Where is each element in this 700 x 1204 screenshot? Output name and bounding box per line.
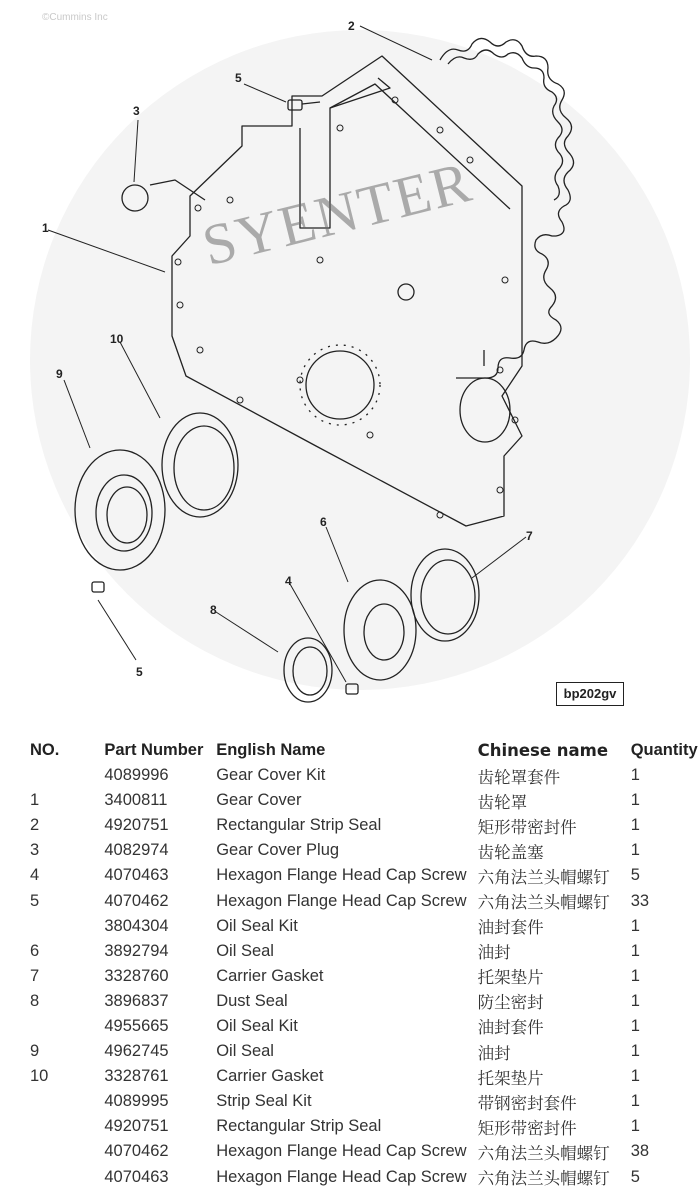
table-row <box>0 1014 700 1039</box>
cell-part-number: 4920751 <box>104 1117 169 1136</box>
cell-chinese-name: 齿轮盖塞 <box>477 842 544 862</box>
table-row <box>0 989 700 1014</box>
table-row <box>0 1089 700 1114</box>
cell-quantity: 1 <box>630 791 640 810</box>
cell-english-name: Oil Seal Kit <box>216 1016 298 1035</box>
callout-6: 6 <box>320 515 327 529</box>
table-row <box>0 939 700 964</box>
cell-no <box>0 1139 104 1164</box>
cell-quantity: 1 <box>630 1117 640 1136</box>
cell-quantity: 5 <box>630 866 640 885</box>
cell-english-name: Gear Cover <box>216 791 302 810</box>
cell-chinese-name: 带钢密封套件 <box>477 1093 577 1113</box>
callout-9: 9 <box>56 367 63 381</box>
table-row <box>0 788 700 813</box>
cell-english-name: Dust Seal <box>216 991 288 1010</box>
cell-part-number: 3328761 <box>104 1067 169 1086</box>
callout-1: 1 <box>42 221 49 235</box>
cell-part-number: 4089996 <box>104 766 169 785</box>
header-quantity: Quantity <box>630 740 698 759</box>
cell-part-number: 4082974 <box>104 841 169 860</box>
cell-quantity: 1 <box>630 916 640 935</box>
cell-no: 1 <box>30 791 40 810</box>
cell-no <box>0 914 104 939</box>
watermark-text: SYENTER <box>196 148 479 279</box>
cell-chinese-name: 矩形带密封件 <box>477 1118 577 1138</box>
cell-no <box>0 1089 104 1114</box>
table-row <box>0 813 700 838</box>
table-row <box>0 914 700 939</box>
cell-no <box>0 1165 104 1190</box>
cell-quantity: 1 <box>630 991 640 1010</box>
cell-chinese-name: 油封 <box>477 1043 511 1063</box>
cell-quantity: 33 <box>630 891 650 910</box>
cell-part-number: 4920751 <box>104 816 169 835</box>
cell-english-name: Oil Seal <box>216 1042 274 1061</box>
parts-table-body <box>0 763 700 1190</box>
cell-quantity: 1 <box>630 1042 640 1061</box>
table-row <box>0 1165 700 1190</box>
header-part-number: Part Number <box>104 740 204 759</box>
cell-no: 5 <box>30 891 40 910</box>
cell-quantity: 1 <box>630 1092 640 1111</box>
cell-english-name: Carrier Gasket <box>216 966 324 985</box>
cell-chinese-name: 齿轮罩套件 <box>477 767 561 787</box>
header-english-name: English Name <box>216 740 326 759</box>
callout-2: 2 <box>348 19 355 33</box>
header-no: NO. <box>30 740 60 759</box>
cell-english-name: Hexagon Flange Head Cap Screw <box>216 891 467 910</box>
callout-4: 4 <box>285 574 292 588</box>
table-row <box>0 1114 700 1139</box>
cell-no: 9 <box>30 1042 40 1061</box>
header-chinese-name: Chinese name <box>477 740 609 760</box>
cell-part-number: 4070463 <box>104 866 169 885</box>
table-row <box>0 1039 700 1064</box>
cell-quantity: 38 <box>630 1142 650 1161</box>
table-header-row <box>0 737 700 763</box>
cell-english-name: Strip Seal Kit <box>216 1092 312 1111</box>
cell-quantity: 1 <box>630 1067 640 1086</box>
cell-quantity: 5 <box>630 1167 640 1186</box>
cell-english-name: Rectangular Strip Seal <box>216 1117 382 1136</box>
cell-part-number: 4955665 <box>104 1016 169 1035</box>
callout-7: 7 <box>526 529 533 543</box>
table-row <box>0 838 700 863</box>
cell-no: 3 <box>30 841 40 860</box>
cell-no: 10 <box>30 1067 49 1086</box>
cell-no: 7 <box>30 966 40 985</box>
cell-english-name: Hexagon Flange Head Cap Screw <box>216 1167 467 1186</box>
cell-chinese-name: 六角法兰头帽螺钉 <box>477 893 610 913</box>
cell-part-number: 4070462 <box>104 1142 169 1161</box>
table-row <box>0 1064 700 1089</box>
cell-part-number: 3896837 <box>104 991 169 1010</box>
cell-no <box>0 1114 104 1139</box>
cell-quantity: 1 <box>630 966 640 985</box>
cell-no <box>0 1014 104 1039</box>
cell-chinese-name: 油封 <box>477 943 511 963</box>
table-row <box>0 863 700 888</box>
callout-8: 8 <box>210 603 217 617</box>
cell-chinese-name: 齿轮罩 <box>477 792 528 812</box>
cell-chinese-name: 矩形带密封件 <box>477 817 577 837</box>
cell-quantity: 1 <box>630 941 640 960</box>
cell-chinese-name: 托架垫片 <box>477 968 544 988</box>
callout-10: 10 <box>110 332 124 346</box>
cell-chinese-name: 油封套件 <box>477 918 544 938</box>
cell-english-name: Gear Cover Plug <box>216 841 340 860</box>
cell-english-name: Gear Cover Kit <box>216 766 326 785</box>
cell-english-name: Oil Seal <box>216 941 274 960</box>
cell-part-number: 4070463 <box>104 1167 169 1186</box>
cell-chinese-name: 六角法兰头帽螺钉 <box>477 1143 610 1163</box>
callout-5-bottom: 5 <box>136 665 143 679</box>
cell-part-number: 3400811 <box>104 791 168 810</box>
parts-table <box>0 737 700 1190</box>
figure-reference: bp202gv <box>556 682 624 706</box>
cell-part-number: 4962745 <box>104 1042 169 1061</box>
table-row <box>0 964 700 989</box>
cell-english-name: Carrier Gasket <box>216 1067 324 1086</box>
cell-quantity: 1 <box>630 816 640 835</box>
cell-part-number: 4070462 <box>104 891 169 910</box>
cell-no: 4 <box>30 866 40 885</box>
table-row <box>0 1139 700 1164</box>
cell-chinese-name: 防尘密封 <box>477 993 544 1013</box>
cell-english-name: Oil Seal Kit <box>216 916 298 935</box>
table-row <box>0 888 700 913</box>
cell-part-number: 3892794 <box>104 941 169 960</box>
cell-quantity: 1 <box>630 766 640 785</box>
cell-chinese-name: 六角法兰头帽螺钉 <box>477 867 610 887</box>
cell-english-name: Hexagon Flange Head Cap Screw <box>216 1142 467 1161</box>
callout-5-top: 5 <box>235 71 242 85</box>
cell-quantity: 1 <box>630 841 640 860</box>
cell-no: 8 <box>30 991 40 1010</box>
cell-english-name: Hexagon Flange Head Cap Screw <box>216 866 467 885</box>
table-row <box>0 763 700 788</box>
cell-no <box>0 763 104 788</box>
cell-chinese-name: 托架垫片 <box>477 1068 544 1088</box>
cell-english-name: Rectangular Strip Seal <box>216 816 382 835</box>
cell-part-number: 3804304 <box>104 916 169 935</box>
cell-part-number: 4089995 <box>104 1092 169 1111</box>
copyright-text: ©Cummins Inc <box>42 12 108 23</box>
callout-3: 3 <box>133 104 140 118</box>
cell-no: 2 <box>30 816 40 835</box>
cell-no: 6 <box>30 941 40 960</box>
cell-part-number: 3328760 <box>104 966 169 985</box>
cell-chinese-name: 油封套件 <box>477 1018 544 1038</box>
cell-chinese-name: 六角法兰头帽螺钉 <box>477 1169 610 1189</box>
cell-quantity: 1 <box>630 1016 640 1035</box>
